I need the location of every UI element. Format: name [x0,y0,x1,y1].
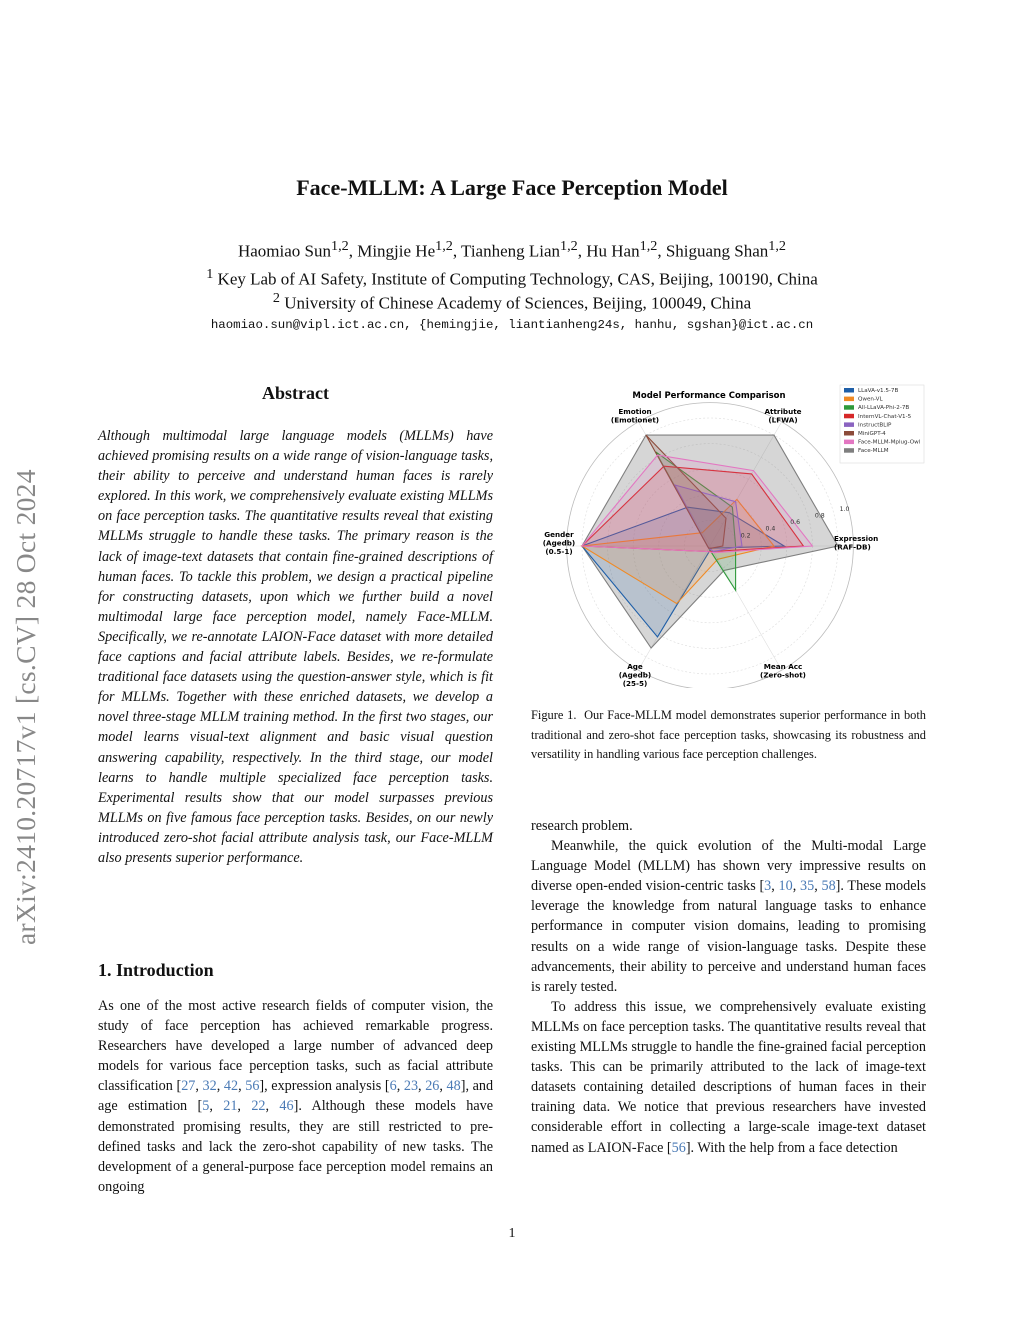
axis-label [764,407,801,424]
legend-swatch [844,448,854,453]
legend-swatch [844,397,854,402]
citation-link[interactable]: 3 [764,878,772,895]
legend-swatch [844,388,854,393]
citation-link[interactable]: 5 [202,1098,210,1115]
paragraph-text: ]. Although these models have demonstrated promising results, they are still restricted to pre-defined tasks and lack the zero-shot capability of new tasks. The development of a general-purpose face perception model remains an ongoing [98,1098,494,1195]
legend-label: All-LLaVA-Phi-2-7B [858,405,910,412]
legend-label: LLaVA-v1.5-7B [858,388,899,394]
axis-label-line: Mean Acc [763,662,803,671]
arxiv-identifier: arXiv:2410.20717v1 [cs.CV] 28 Oct 2024 [10,469,41,945]
axis-label-line: (Emotionet) [610,415,660,425]
axis-label-line: (Agedb) [618,670,652,680]
author-affiliation: 1,2 [768,238,786,254]
paragraph-text: Meanwhile, the quick evolution of the Multi-modal Large Language Model (MLLM) has shown very impressive results on diverse open-ended vision-centric tasks [ [531,838,926,895]
citation-link[interactable]: 32 [202,1078,217,1095]
citation-link[interactable]: 22 [251,1098,266,1115]
author-affiliation: 1,2 [435,238,453,254]
radial-tick-label: 0.6 [790,519,801,527]
abstract-text: Although multimodal large language models (MLLMs) have achieved promising results on a wide range of vision-language tasks, their ability to perceive and understand human faces is rarely explored. In this work, we comprehensively evaluate existing MLLMs on face perception tasks. The quantitative results reveal that existing MLLMs struggle to handle these tasks. The primary reason is the lack of image-text datasets that contain fine-grained descriptions of human faces. To tackle this problem, we design a practical pipeline for constructing datasets, upon which we further build a novel multimodal large face perception model, namely Face-MLLM. Specifically, we re-annotate LAION-Face dataset with more detailed face captions and facial attribute labels. Besides, we re-formulate traditional face datasets using the question-answer style, which is fit for MLLMs. Together with these enriched datasets, we develop a novel three-stage MLLM training method. In the first two stages, our model learns visual-text alignment and basic visual question answering capability, respectively. In the third stage, our model learns to handle multiple specialized face perception tasks. Experimental results show that our model surpasses previous MLLMs on five famous face perception tasks. Besides, on our newly introduced zero-shot facial attribute analysis task, our Face-MLLM also presents superior performance. [98,428,493,866]
citation-link[interactable]: 46 [279,1098,294,1115]
figure-label: Figure 1. [531,708,577,722]
axis-label-line: (RAF-DB) [834,542,871,552]
caption-text: Our Face-MLLM model demonstrates superior performance in both traditional and zero-shot face perception tasks, showcasing its robustness and versatility in handling various face perception challenges. [531,708,926,761]
axis-label [543,530,575,556]
axis-label [611,407,659,424]
axis-label-line: Attribute [764,407,802,416]
citation-link[interactable]: 42 [223,1078,239,1095]
intro-paragraph-1: As one of the most active research fields of computer vision, the study of face perception has achieved remarkable progress. Researchers have developed a large number of advanced deep models for various face perception tasks, such as facial attribute classification [27, 32, 42, 56], expression analysis [6, 23, 26, 48], and age estimation [5, 21, 22, 46]. Although these models have demonstrated promising results, they are still restricted to pre-defined tasks and lack the zero-shot capability of new tasks. The development of a general-purpose face perception model remains an ongoing [98,998,494,1195]
legend-swatch [844,405,854,410]
intro-paragraph-1-continued: research problem. [531,818,633,834]
intro-paragraph-3 [531,997,926,1158]
affiliation-2 [0,290,1024,314]
citation-link[interactable]: 56 [245,1078,260,1095]
citation-link[interactable]: 56 [671,1139,686,1156]
section-heading-introduction: 1. Introduction [98,960,214,980]
author-emails: haomiao.sun@vipl.ict.ac.cn, {hemingjie, liantianheng24s, hanhu, sgshan}@ict.ac.cn [210,318,814,332]
legend-label: MiniGPT-4 [858,431,886,437]
radial-tick-label: 0.2 [740,532,751,540]
axis-label-line: (0.5-1) [545,546,573,556]
legend-swatch [844,431,854,436]
legend-label: Face-MLLM-Mplug-Owl [858,439,921,446]
citation-link[interactable]: 6 [389,1078,397,1095]
axis-label [760,662,806,679]
citation-link[interactable]: 58 [821,878,836,895]
author: Mingjie He [357,241,436,261]
legend-swatch [844,414,854,419]
paper-title: Face-MLLM: A Large Face Perception Model [296,175,728,200]
author: Shiguang Shan [665,241,769,261]
citation-link[interactable]: 48 [446,1078,461,1095]
axis-label [619,662,651,688]
radial-tick-label: 1.0 [839,505,850,513]
author: Tianheng Lian [461,241,561,261]
radar-series [582,435,838,648]
legend-swatch [844,422,854,427]
author: Haomiao Sun [237,241,332,261]
affiliation-number: 1 [206,266,214,282]
author: Hu Han [586,241,640,261]
paragraph-text: ]. These models leverage the knowledge from natural language tasks to enhance performance in computer vision domains, leading to promising results on a wide range of vision-language tasks. Despite these advancements, their ability to perceive and understand human faces is rarely tested. [531,878,927,995]
figure-caption [531,706,926,765]
author-affiliation: 1,2 [331,238,349,254]
paragraph-text: ], and age estimation [ [98,1078,494,1115]
legend-swatch [844,440,854,445]
citation-link[interactable]: 27 [181,1078,196,1095]
paragraph-text: As one of the most active research fields of computer vision, the study of face perception has achieved remarkable progress. Researchers have developed a large number of advanced deep models for various face perception tasks, such as facial attribute classification [ [98,998,493,1095]
author-affiliation: 1,2 [560,238,578,254]
legend-label: Qwen-VL [858,396,883,403]
affiliation-text: University of Chinese Academy of Sciences, Beijing, 100049, China [284,293,752,313]
axis-label [834,534,878,551]
legend-label: Face-MLLM [858,448,889,455]
affiliation-text: Key Lab of AI Safety, Institute of Computing Technology, CAS, Beijing, 100190, China [217,269,818,289]
axis-label-line: (25-5) [622,678,648,688]
author-affiliation: 1,2 [639,238,658,254]
affiliation-1 [0,266,1024,290]
citation-link[interactable]: 23 [403,1078,419,1095]
citation-link[interactable]: 26 [425,1078,440,1095]
paragraph-text: ], expression analysis [ [259,1078,390,1095]
radial-tick-label: 0.8 [814,512,825,520]
affiliation-number: 2 [272,290,280,306]
abstract-heading: Abstract [262,383,329,403]
intro-paragraph-2: Meanwhile, the quick evolution of the Multi-modal Large Language Model (MLLM) has shown very impressive results on diverse open-ended vision-centric tasks [3, 10, 35, 58]. These models leverage the knowledge from natural language tasks to enhance performance in computer vision domains, leading to promising results on a wide range of vision-language tasks. Despite these advancements, their ability to perceive and understand human faces is rarely tested. [531,838,927,995]
axis-label-line: Emotion [618,407,652,416]
author-list: Haomiao Sun$^{1,2}$, Mingjie He$^{1,2}$, Tianheng Lian$^{1,2}$, Hu Han$^{1,2}$, Shiguang Shan$^{1,2}$ [237,238,786,261]
axis-label-line: Gender [544,530,574,539]
citation-link[interactable]: 21 [223,1098,238,1115]
chart-title: Model Performance Comparison [632,391,786,401]
axis-label-line: Expression [834,534,879,543]
axis-label-line: (Agedb) [542,538,576,548]
citation-link[interactable]: 10 [778,878,793,895]
citation-link[interactable]: 35 [800,878,815,895]
radial-tick-label: 0.4 [765,525,776,533]
legend-label: InternVL-Chat-V1-5 [858,413,912,420]
axis-label-line: Age [627,662,643,671]
radar-chart [531,383,931,688]
chart-legend [840,385,924,463]
axis-label-line: (LFWA) [768,415,798,425]
paragraph-text: To address this issue, we comprehensively evaluate existing MLLMs on face perception tasks. The quantitative results reveal that existing MLLMs struggle to handle the fine-grained facial perception tasks. This can be primarily attributed to the lack of image-text datasets containing detailed descriptions of human faces in their training data. We notice that previous researchers have invested considerable effort in collecting a large-scale image-text dataset named as LAION-Face [ [531,998,926,1156]
right-column-text [531,816,926,1158]
axis-label-line: (Zero-shot) [760,670,806,680]
page-number: 1 [508,1226,516,1241]
legend-label: InstructBLIP [858,422,892,429]
paragraph-text: ]. With the help from a face detection [685,1139,898,1156]
